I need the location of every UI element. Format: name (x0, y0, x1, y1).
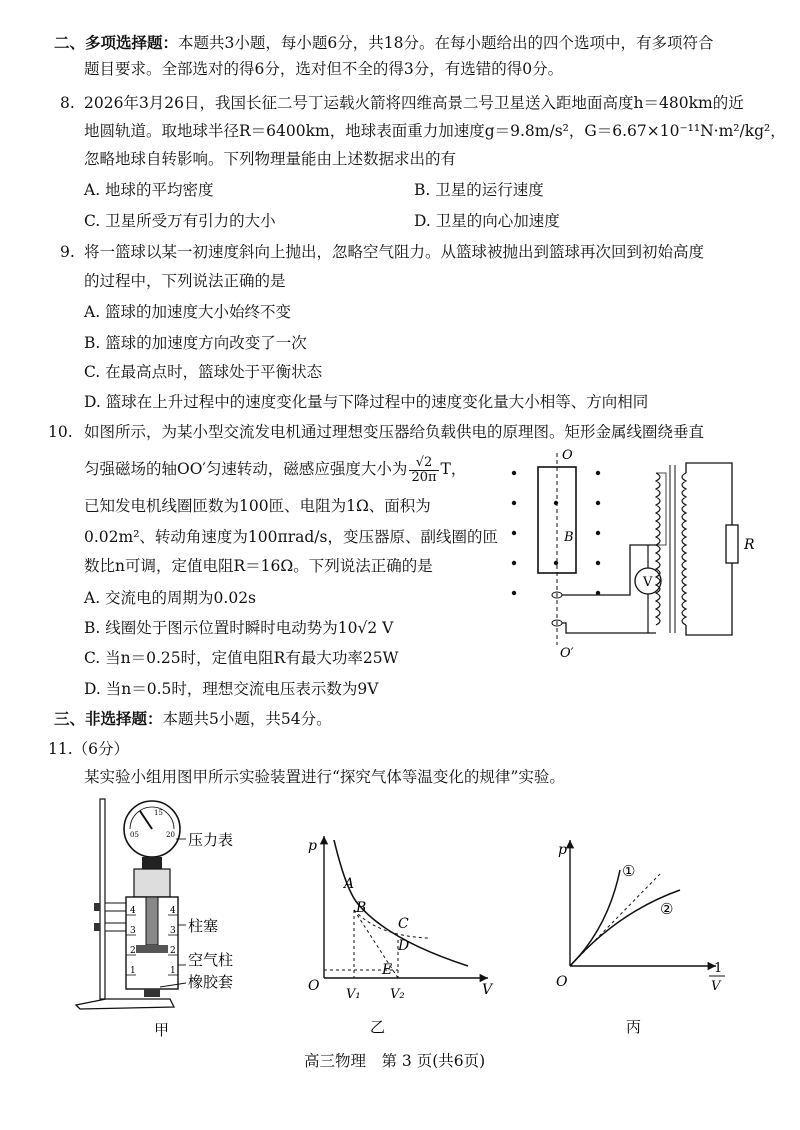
label-air-column: 空气柱 (188, 951, 234, 969)
section-2-heading (54, 34, 713, 53)
q9-option-c: C. 在最高点时，篮球处于平衡状态 (84, 363, 323, 381)
resistor-icon (726, 525, 738, 563)
scale-mark-2-right: 2 (170, 946, 176, 956)
v1-label: V₁ (346, 987, 361, 1002)
section-2-intro-cont: 题目要求。全部选对的得6分，选对但不全的得3分，有选错的得0分。 (84, 60, 564, 78)
p-label-2: p (558, 842, 567, 858)
q10-number: 10. (48, 423, 73, 441)
p-label: p (308, 838, 317, 854)
q9-line2: 的过程中，下列说法正确的是 (84, 272, 286, 290)
apparatus-figure (70, 795, 280, 1040)
scale-mark-4-right: 4 (170, 906, 176, 916)
rubber-cap (144, 989, 160, 997)
q8-number: 8. (60, 94, 75, 112)
origin-label-2: O (556, 974, 568, 990)
q10-option-a: A. 交流电的周期为0.02s (84, 589, 257, 607)
q10-field-fraction (409, 456, 438, 484)
gauge-connector (142, 857, 162, 869)
clamp-lower (105, 923, 127, 931)
q10-line2 (84, 456, 466, 484)
secondary-coil (682, 473, 686, 625)
pv-graph (298, 830, 508, 1040)
q10-option-c: C. 当n＝0.25时，定值电阻R有最大功率25W (84, 649, 399, 667)
section-2-intro: 本题共3小题，每小题6分，共18分。在每小题给出的四个选项中，有多项符合 (178, 34, 714, 52)
point-c: C (398, 916, 409, 932)
curve-1-label: ① (622, 862, 636, 880)
magnetic-field-dots (512, 471, 600, 595)
x-label-denominator: V (711, 979, 721, 994)
caption-yi: 乙 (370, 1018, 386, 1036)
q10-fraction-num: √2 (409, 456, 438, 471)
generator-circuit-diagram (500, 445, 780, 665)
label-plunger: 柱塞 (188, 917, 219, 935)
curve-2-label: ② (660, 900, 674, 918)
caption-jia: 甲 (154, 1021, 170, 1039)
label-rubber-cap: 橡胶套 (188, 973, 234, 991)
label-pressure-gauge: 压力表 (188, 831, 234, 849)
v2-label: V₂ (390, 987, 405, 1002)
q8-option-b: B. 卫星的运行速度 (414, 181, 544, 199)
q8-line1: 2026年3月26日，我国长征二号丁运载火箭将四维高景二号卫星送入距地面高度h＝480km的近 (84, 94, 744, 112)
q9-option-a: A. 篮球的加速度大小始终不变 (84, 303, 292, 321)
scale-mark-3: 3 (130, 926, 136, 936)
field-label-b: B (564, 530, 574, 545)
q10-option-b: B. 线圈处于图示位置时瞬时电动势为10√2 V (84, 619, 394, 637)
q10-option-d: D. 当n＝0.5时，理想交流电压表示数为9V (84, 680, 379, 698)
plunger-rod (146, 897, 158, 945)
q9-line1: 将一篮球以某一初速度斜向上抛出，忽略空气阻力。从篮球被抛出到篮球再次回到初始高度 (84, 243, 705, 261)
curve-1 (570, 870, 620, 966)
q10-line3: 已知发电机线圈匝数为100匝、电阻为1Ω、面积为 (84, 497, 431, 515)
scale-mark-1: 1 (130, 966, 136, 976)
q9-option-d: D. 篮球在上升过程中的速度变化量与下降过程中的速度变化量大小相等、方向相同 (84, 393, 649, 411)
origin-label: O (308, 978, 320, 994)
q8-option-a: A. 地球的平均密度 (84, 181, 214, 199)
q8-line3: 忽略地球自转影响。下列物理量能由上述数据求出的有 (84, 150, 457, 168)
section-2-title: 二、多项选择题： (54, 33, 179, 52)
section-3-intro: 本题共5小题，共54分。 (162, 710, 332, 728)
q10-line1: 如图所示，为某小型交流发电机通过理想变压器给负载供电的原理图。矩形金属线圈绕垂直 (84, 423, 705, 441)
plunger-head (136, 945, 168, 953)
q9-option-b: B. 篮球的加速度方向改变了一次 (84, 334, 307, 352)
clamp-knob-lower (94, 923, 100, 931)
q8-option-c: C. 卫星所受万有引力的大小 (84, 212, 276, 230)
v-label: V (482, 982, 493, 998)
voltmeter-label: V (643, 575, 653, 590)
page-footer: 高三物理 第 3 页(共6页) (304, 1052, 486, 1070)
point-e: E (382, 962, 393, 978)
point-d: D (398, 938, 410, 954)
q8-line2: 地圆轨道。取地球半径R＝6400km，地球表面重力加速度g＝9.8m/s²，G＝6.67×10⁻¹¹N·m²/kg²， (84, 122, 786, 140)
scale-mark-4: 4 (130, 906, 136, 916)
axis-label-o-prime: O′ (560, 646, 574, 661)
q11-header (48, 740, 129, 759)
primary-tap-lead (656, 473, 666, 545)
secondary-wire-top (686, 463, 732, 525)
stand-base (76, 999, 174, 1009)
x-label-numerator: 1 (714, 961, 723, 976)
clamp-upper (105, 903, 127, 911)
q11-score: （6分） (72, 740, 130, 758)
gauge-mark-15: 15 (154, 809, 163, 817)
q10-fraction-den: 20π (411, 469, 437, 485)
q11-number: 11. (48, 740, 73, 758)
wire-lower (562, 623, 656, 633)
scale-mark-2: 2 (130, 946, 136, 956)
clamp-knob-upper (94, 903, 100, 911)
point-b: B (356, 900, 367, 916)
q11-line1: 某实验小组用图甲所示实验装置进行“探究气体等温变化的规律”实验。 (84, 768, 565, 786)
plunger-handle (134, 869, 170, 897)
primary-coil (656, 473, 660, 625)
axis-label-o: O (562, 448, 573, 463)
section-3-heading (54, 710, 332, 729)
caption-bing: 丙 (626, 1018, 642, 1036)
p-inverse-v-graph (548, 830, 748, 1040)
gauge-mark-05: 05 (130, 831, 139, 839)
resistor-label: R (744, 537, 755, 553)
q8-option-d: D. 卫星的向心加速度 (414, 212, 560, 230)
q10-line4: 0.02m²、转动角速度为100πrad/s，变压器原、副线圈的匝 (84, 528, 498, 546)
q9-number: 9. (60, 243, 75, 261)
stand-rod (100, 799, 105, 999)
section-3-title: 三、非选择题： (54, 709, 163, 728)
q10-line5: 数比n可调，定值电阻R＝16Ω。下列说法正确的是 (84, 557, 433, 575)
secondary-wire-bottom (686, 563, 732, 635)
q10-line2-unit: T， (440, 460, 467, 479)
q10-line2-text: 匀强磁场的轴OO′匀速转动，磁感应强度大小为 (84, 460, 408, 479)
point-a: A (344, 876, 355, 892)
gauge-mark-20: 20 (166, 831, 175, 839)
scale-mark-3-right: 3 (170, 926, 176, 936)
scale-mark-1-right: 1 (170, 966, 176, 976)
